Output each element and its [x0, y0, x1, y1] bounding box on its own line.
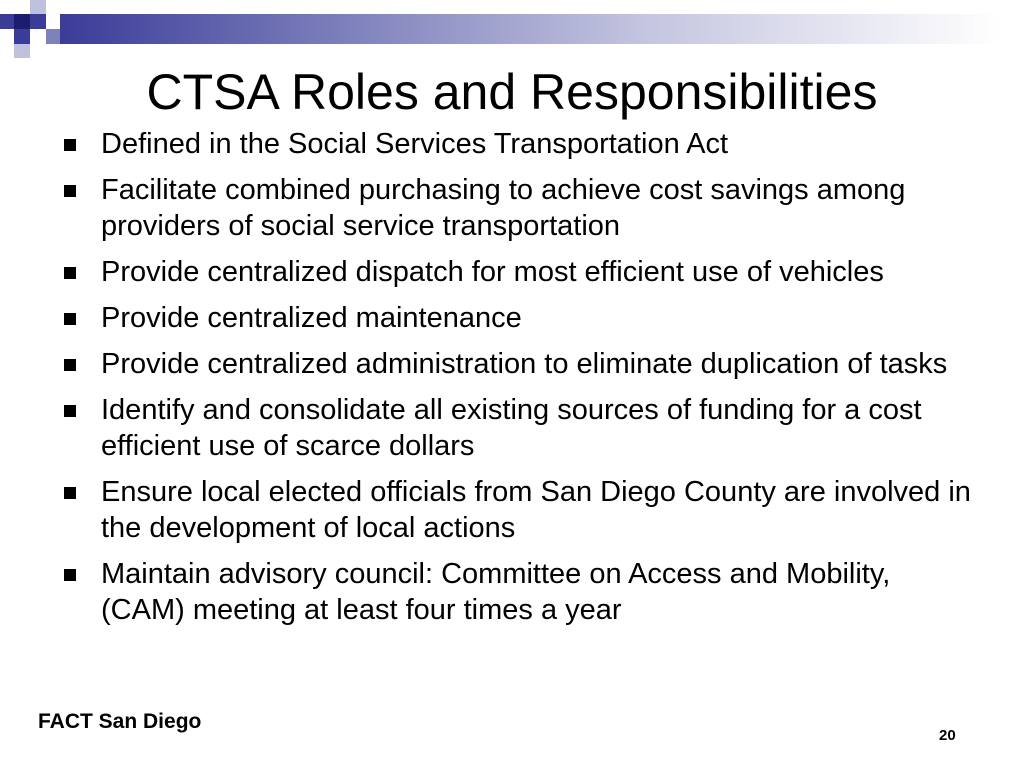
header-gradient-bar: [0, 14, 1024, 44]
footer-organization: FACT San Diego: [38, 710, 202, 733]
square-bullet-icon: [64, 487, 76, 499]
bullet-item: [60, 556, 980, 628]
page-number: 20: [939, 727, 956, 744]
bullet-text: Maintain advisory council: Committee on Access and Mobility, (CAM) meeting at least four times a year: [101, 558, 891, 626]
bullet-text: Facilitate combined purchasing to achieve cost savings among providers of social service transportation: [101, 174, 906, 242]
header-square: [46, 14, 60, 29]
square-bullet-icon: [64, 313, 76, 325]
bullet-item: [60, 172, 980, 244]
header-square: [30, 0, 46, 14]
bullet-text: Provide centralized dispatch for most efficient use of vehicles: [101, 256, 884, 288]
bullet-text: Identify and consolidate all existing sources of funding for a cost efficient use of scarce dollars: [101, 394, 922, 462]
bullet-item: [60, 300, 980, 336]
bullet-item: [60, 346, 980, 382]
square-bullet-icon: [64, 405, 76, 417]
square-bullet-icon: [64, 569, 76, 581]
bullet-text: Provide centralized maintenance: [101, 302, 522, 334]
header-square: [46, 29, 60, 44]
bullet-item: [60, 474, 980, 546]
bullet-item: [60, 254, 980, 290]
bullet-text: Provide centralized administration to eliminate duplication of tasks: [101, 348, 948, 380]
header-square: [30, 29, 46, 44]
square-bullet-icon: [64, 185, 76, 197]
bullet-list: [60, 126, 980, 638]
square-bullet-icon: [64, 139, 76, 151]
header-square: [14, 14, 30, 29]
bullet-text: Defined in the Social Services Transportation Act: [101, 128, 729, 160]
square-bullet-icon: [64, 267, 76, 279]
bullet-item: [60, 126, 980, 162]
bullet-text: Ensure local elected officials from San Diego County are involved in the development of local actions: [101, 476, 971, 544]
header-square: [0, 0, 14, 14]
bullet-item: [60, 392, 980, 464]
slide-title: CTSA Roles and Responsibilities: [146, 64, 878, 120]
square-bullet-icon: [64, 359, 76, 371]
header-square: [0, 29, 14, 44]
